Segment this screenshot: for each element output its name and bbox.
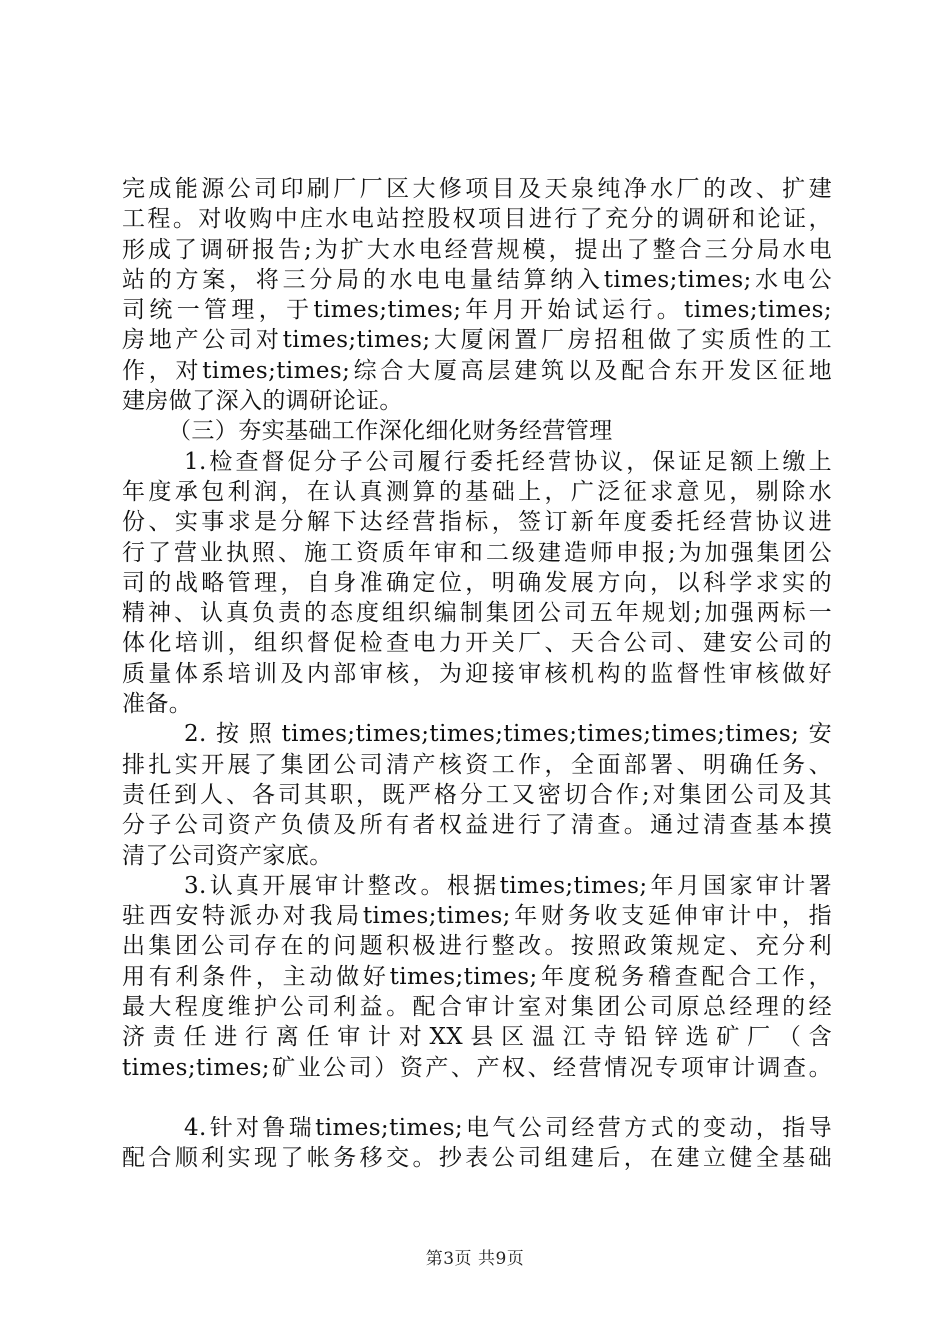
text-line: 准备。 <box>122 691 193 718</box>
text-line: 济责任进行离任审计对XX县区温江寺铅锌选矿厂（含 <box>122 1024 832 1051</box>
text-line: 作，对times;times;综合大厦高层建筑以及配合东开发区征地 <box>122 357 832 384</box>
text-line: 2.按照times;times;times;times;times;times;times;安 <box>184 721 832 748</box>
text-line: 份、实事求是分解下达经营指标，签订新年度委托经营协议进 <box>122 509 832 536</box>
paragraph-gap <box>122 1083 832 1113</box>
text-line: 出集团公司存在的问题积极进行整改。按照政策规定、充分利 <box>122 933 832 960</box>
section-heading: （三）夯实基础工作深化细化财务经营管理 <box>168 418 613 445</box>
text-line: times;times;矿业公司）资产、产权、经营情况专项审计调查。 <box>122 1054 832 1081</box>
text-line: 行了营业执照、施工资质年审和二级建造师申报;为加强集团公 <box>122 539 832 566</box>
text-line: 完成能源公司印刷厂厂区大修项目及天泉纯净水厂的改、扩建 <box>122 176 832 202</box>
text-line: 3.认真开展审计整改。根据times;times;年月国家审计署 <box>184 872 832 899</box>
text-line: 1.检查督促分子公司履行委托经营协议，保证足额上缴上 <box>184 448 832 475</box>
text-line: 体化培训，组织督促检查电力开关厂、天合公司、建安公司的 <box>122 630 832 657</box>
text-line: 站的方案，将三分局的水电电量结算纳入times;times;水电公 <box>122 266 832 293</box>
text-line: 精神、认真负责的态度组织编制集团公司五年规划;加强两标一 <box>122 600 832 627</box>
text-line: 工程。对收购中庄水电站控股权项目进行了充分的调研和论证， <box>122 206 832 233</box>
text-line: 排扎实开展了集团公司清产核资工作，全面部署、明确任务、 <box>122 751 832 778</box>
body-text <box>122 174 832 1174</box>
text-line: 房地产公司对times;times;大厦闲置厂房招租做了实质性的工 <box>122 327 832 354</box>
text-line: 清了公司资产家底。 <box>122 842 333 869</box>
text-line: 责任到人、各司其职，既严格分工又密切合作;对集团公司及其 <box>122 781 832 808</box>
text-line: 用有利条件，主动做好times;times;年度税务稽查配合工作， <box>122 963 832 990</box>
text-line: 分子公司资产负债及所有者权益进行了清查。通过清查基本摸 <box>122 812 832 839</box>
text-line: 驻西安特派办对我局times;times;年财务收支延伸审计中，指 <box>122 903 832 930</box>
text-line: 形成了调研报告;为扩大水电经营规模，提出了整合三分局水电 <box>122 236 832 263</box>
text-line: 年度承包利润，在认真测算的基础上，广泛征求意见，剔除水 <box>122 478 832 505</box>
text-line: 司的战略管理，自身准确定位，明确发展方向，以科学求实的 <box>122 569 832 596</box>
text-line: 质量体系培训及内部审核，为迎接审核机构的监督性审核做好 <box>122 660 832 687</box>
page-footer: 第3页 共9页 <box>425 1249 525 1269</box>
text-line: 最大程度维护公司利益。配合审计室对集团公司原总经理的经 <box>122 994 832 1021</box>
text-line: 司统一管理，于times;times;年月开始试运行。times;times; <box>122 297 832 324</box>
text-line: 建房做了深入的调研论证。 <box>122 388 403 415</box>
text-line: 4.针对鲁瑞times;times;电气公司经营方式的变动，指导 <box>184 1114 832 1141</box>
text-line: 配合顺利实现了帐务移交。抄表公司组建后，在建立健全基础 <box>122 1145 832 1172</box>
